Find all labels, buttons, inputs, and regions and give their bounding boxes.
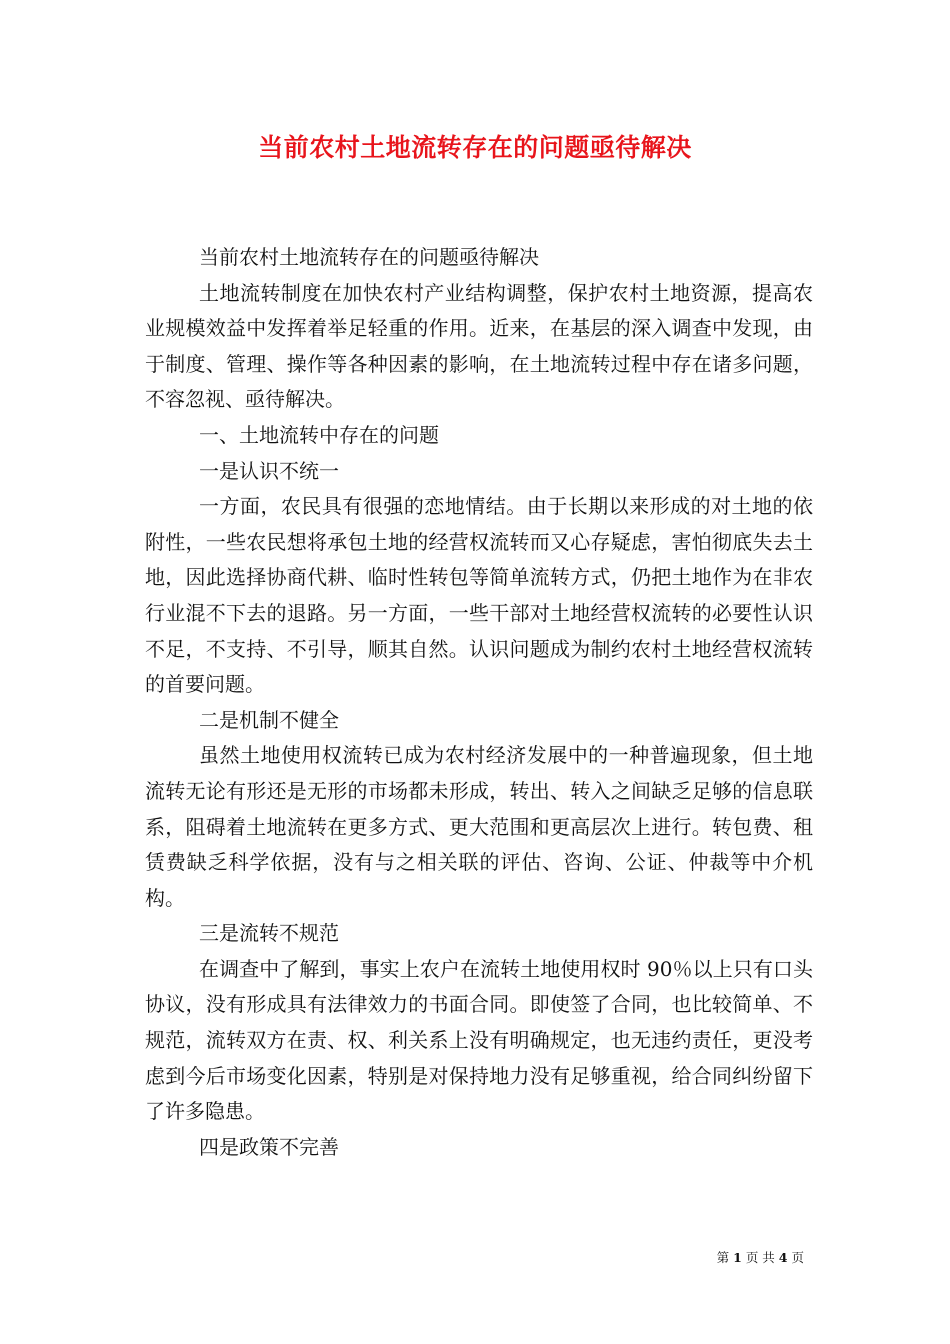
document-body bbox=[145, 240, 813, 1165]
subheading-awareness: 一是认识不统一 bbox=[199, 458, 339, 483]
subheading-standardization: 三是流转不规范 bbox=[199, 921, 339, 946]
document-title: 当前农村土地流转存在的问题亟待解决 bbox=[258, 133, 692, 162]
section-heading-problems: 一、土地流转中存在的问题 bbox=[199, 422, 439, 447]
footer-total-pages: 4 bbox=[778, 1250, 788, 1265]
paragraph-awareness: 一方面，农民具有很强的恋地情结。由于长期以来形成的对土地的依附性，一些农民想将承包土地的经营权流转而又心存疑虑，害怕彻底失去土地，因此选择协商代耕、临时性转包等简单流转方式，仍把土地作为在非农行业混不下去的退路。另一方面，一些干部对土地经营权流转的必要性认识不足，不支持、不引导，顺其自然。认识问题成为制约农村土地经营权流转的首要问题。 bbox=[145, 494, 813, 697]
paragraph-standardization: 在调查中了解到，事实上农户在流转土地使用权时 90％以上只有口头协议，没有形成具有法律效力的书面合同。即使签了合同，也比较简单、不规范，流转双方在责、权、利关系上没有明确规定，也无违约责任，更没考虑到今后市场变化因素，特别是对保持地力没有足够重视，给合同纠纷留下了许多隐患。 bbox=[145, 956, 813, 1124]
footer-prefix: 第 bbox=[716, 1250, 730, 1265]
page-footer bbox=[717, 1248, 804, 1268]
body-heading: 当前农村土地流转存在的问题亟待解决 bbox=[199, 245, 539, 269]
paragraph-mechanism: 虽然土地使用权流转已成为农村经济发展中的一种普遍现象，但土地流转无论有形还是无形的市场都未形成，转出、转入之间缺乏足够的信息联系，阻碍着土地流转在更多方式、更大范围和更高层次上进行。转包费、租赁费缺乏科学依据，没有与之相关联的评估、咨询、公证、仲裁等中介机构。 bbox=[145, 743, 813, 910]
footer-middle: 页 共 bbox=[745, 1250, 775, 1265]
subheading-policy: 四是政策不完善 bbox=[199, 1134, 339, 1159]
subheading-mechanism: 二是机制不健全 bbox=[199, 707, 339, 732]
footer-suffix: 页 bbox=[791, 1250, 804, 1265]
paragraph-intro: 土地流转制度在加快农村产业结构调整，保护农村土地资源，提高农业规模效益中发挥着举足轻重的作用。近来，在基层的深入调查中发现，由于制度、管理、操作等各种因素的影响，在土地流转过程中存在诸多问题，不容忽视、亟待解决。 bbox=[145, 280, 813, 412]
footer-current-page: 1 bbox=[733, 1250, 742, 1265]
